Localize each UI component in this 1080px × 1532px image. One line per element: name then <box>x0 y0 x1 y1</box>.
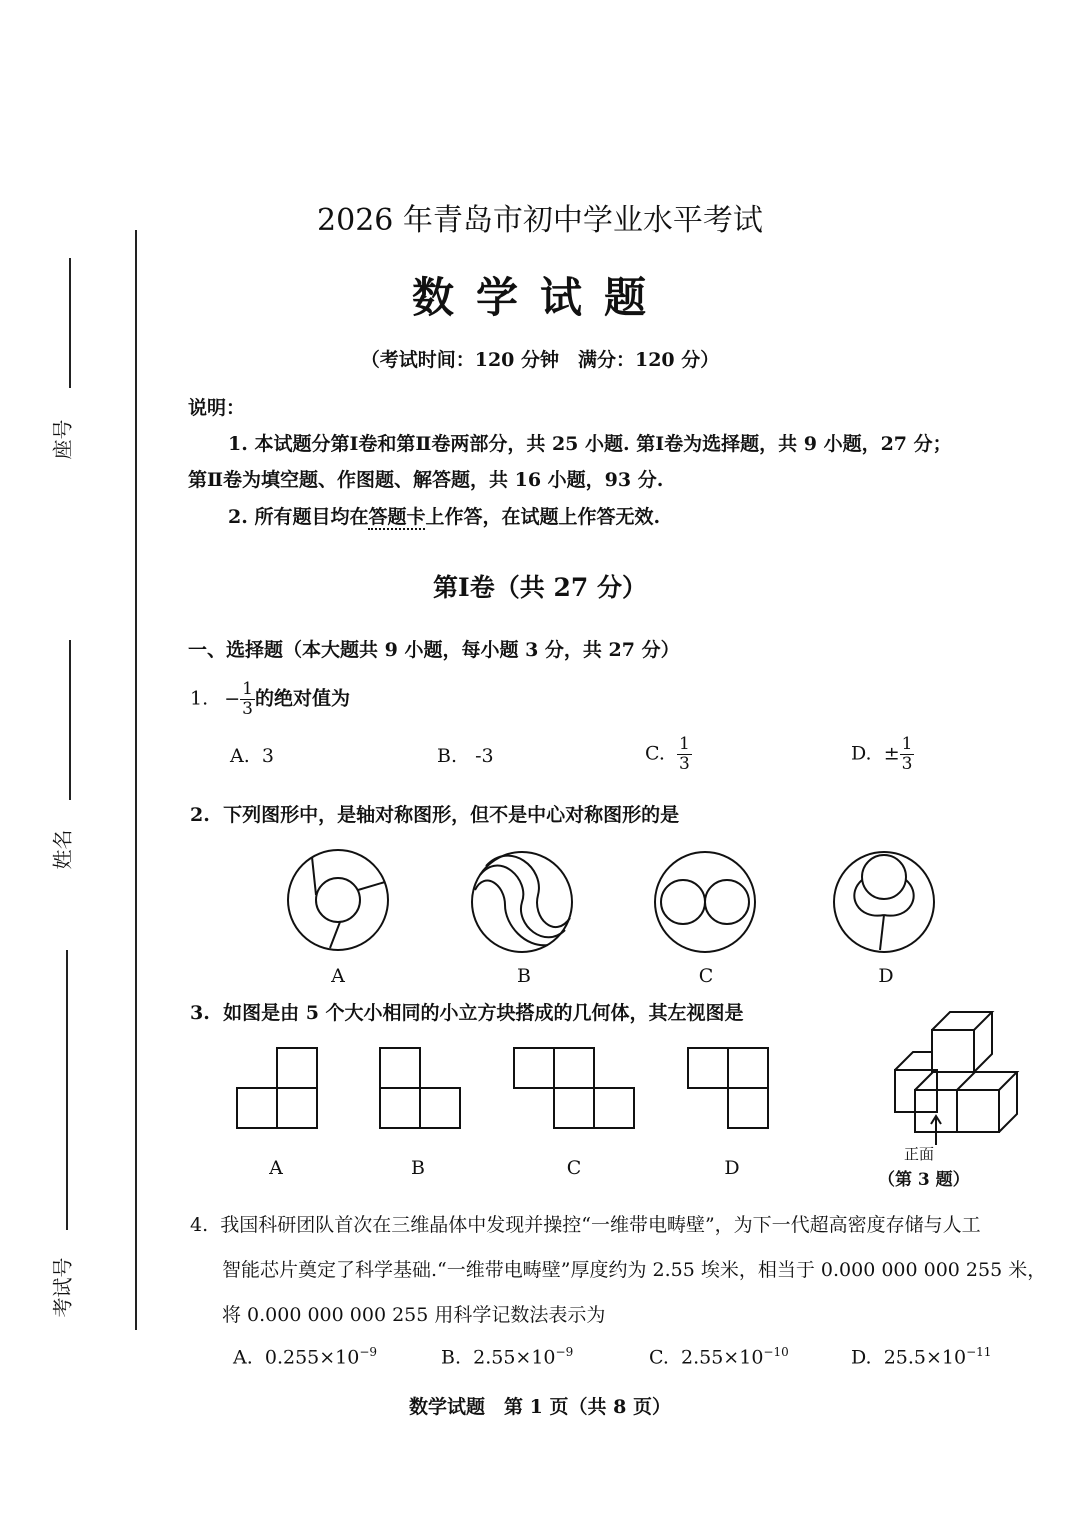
q1-fraction: $\frac{1}{3}$ <box>242 679 253 719</box>
instruction-2-pre: 2. 所有题目均在 <box>228 506 369 528</box>
q3-front-label: 正面 <box>904 1145 935 1163</box>
question-3: 3. 如图是由 5 个大小相同的小立方块搭成的几何体，其左视图是 <box>190 1002 744 1024</box>
q3-label-c: C <box>566 1157 582 1179</box>
instructions-heading: 说明： <box>188 397 246 419</box>
q3-option-a-view[interactable] <box>237 1048 317 1128</box>
q4-option-c[interactable]: C. $2.55\times 10^{-10}$ <box>649 1345 789 1369</box>
question-4-line-3: 将 0.000 000 000 255 用科学记数法表示为 <box>222 1304 606 1326</box>
seat-label: 座号 <box>50 419 75 460</box>
exam-no-label: 考试号 <box>50 1257 75 1318</box>
section-title: 第Ⅰ卷（共 27 分） <box>433 573 647 602</box>
q1-option-b[interactable]: B. -3 <box>437 745 494 767</box>
q2-label-d: D <box>878 965 894 987</box>
instruction-1-line-2: 第Ⅱ卷为填空题、作图题、解答题，共 16 小题，93 分. <box>188 469 664 491</box>
q3-option-b-view[interactable] <box>380 1048 460 1128</box>
q2-label-a: A <box>331 965 345 987</box>
instruction-2-emphasis: 答题卡 <box>368 506 426 528</box>
part-heading: 一、选择题（本大题共 9 小题，每小题 3 分，共 27 分） <box>188 639 680 661</box>
question-2: 2. 下列图形中，是轴对称图形，但不是中心对称图形的是 <box>190 804 680 826</box>
q2-label-b: B <box>517 965 531 987</box>
exam-title: 2026 年青岛市初中学业水平考试 <box>317 203 763 238</box>
q3-label-b: B <box>411 1157 425 1179</box>
q1-number: 1. <box>190 687 209 710</box>
name-label: 姓名 <box>50 829 75 870</box>
question-4-line-2: 智能芯片奠定了科学基础.“一维带电畴壁”厚度约为 2.55 埃米，相当于 0.000 000 000 255 米， <box>222 1259 1047 1281</box>
q3-option-d-view[interactable] <box>688 1048 768 1128</box>
exam-info: （考试时间：120 分钟 满分：120 分） <box>360 349 720 371</box>
q3-option-c-view[interactable] <box>514 1048 634 1128</box>
q4-option-b[interactable]: B. $2.55\times 10^{-9}$ <box>441 1345 574 1369</box>
subject-title: 数学试题 <box>411 273 668 322</box>
question-4-line-1: 4. 我国科研团队首次在三维晶体中发现并操控“一维带电畴壁”，为下一代超高密度存储与人工 <box>190 1214 981 1236</box>
q3-label-a: A <box>269 1157 283 1179</box>
q2-label-c: C <box>698 965 714 987</box>
q3-solid-figure <box>895 1012 1017 1145</box>
instruction-2-post: 上作答，在试题上作答无效. <box>425 506 661 528</box>
q1-minus: − <box>224 687 241 710</box>
page-footer: 数学试题 第 1 页（共 8 页） <box>409 1396 671 1418</box>
q1-text: 的绝对值为 <box>254 687 350 710</box>
q1-option-c[interactable]: C. $\frac{1}{3}$ <box>645 734 690 774</box>
q3-label-d: D <box>724 1157 740 1179</box>
q1-option-d[interactable]: D. ± $\frac{1}{3}$ <box>851 734 913 774</box>
q4-option-d[interactable]: D. $25.5\times 10^{-11}$ <box>851 1345 992 1369</box>
instruction-1-line-1: 1. 本试题分第Ⅰ卷和第Ⅱ卷两部分，共 25 小题. 第Ⅰ卷为选择题，共 9 小题，27 分； <box>228 433 952 455</box>
q1-option-a[interactable]: A. 3 <box>230 745 274 767</box>
q3-figure-caption: （第 3 题） <box>878 1170 970 1190</box>
q4-option-a[interactable]: A. $0.255\times 10^{-9}$ <box>233 1345 378 1369</box>
